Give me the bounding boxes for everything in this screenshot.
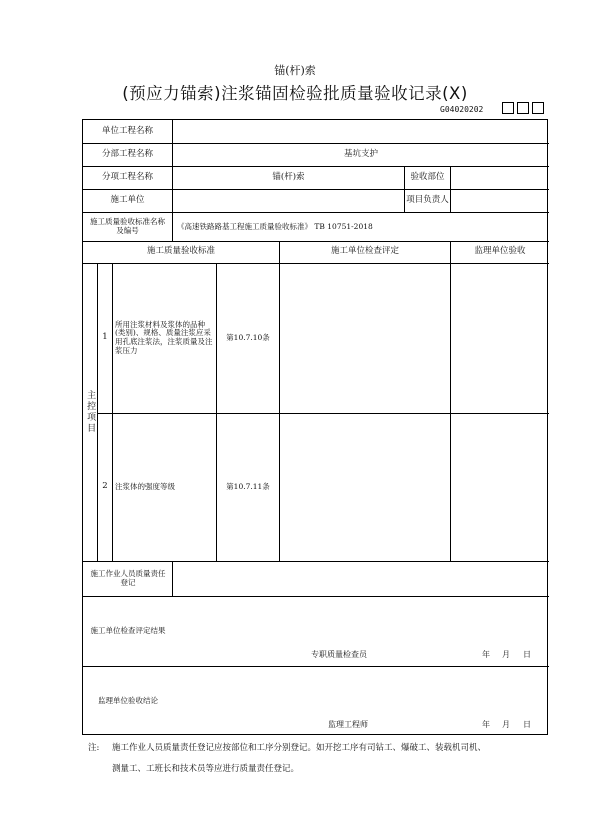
form-title: (预应力锚索)注浆锚固检验批质量验收记录(Ⅹ) <box>122 84 468 103</box>
standard-label: 施工质量验收标准名称及编号 <box>90 217 165 235</box>
note-line-1: 施工作业人员质量责任登记应按部位和工序分别登记。如开挖工序有司钻工、爆破工、装载机司机、 <box>112 743 487 753</box>
item-2-number: 2 <box>102 481 108 492</box>
subitem-label: 分项工程名称 <box>101 171 153 182</box>
header-contractor-check: 施工单位检查评定 <box>330 246 399 257</box>
code-box-2 <box>517 102 529 114</box>
note-label: 注: <box>88 743 100 753</box>
item-2-description: 注浆体的强度等级 <box>115 481 175 491</box>
item-1-clause: 第10.7.10条 <box>226 332 270 342</box>
note-line-2: 测量工、工班长和技术员等应进行质量责任登记。 <box>112 764 300 774</box>
item-1-supervisor-check[interactable] <box>451 263 549 413</box>
header-supervisor-check: 监理单位验收 <box>474 246 526 257</box>
supervisor-date-year: 年 <box>482 720 490 729</box>
pm-label: 项目负责人 <box>406 194 449 205</box>
quality-inspector-label: 专职质量检查员 <box>311 650 367 659</box>
contractor-result-label: 施工单位检查评定结果 <box>90 626 166 636</box>
code-box-3 <box>532 102 544 114</box>
acceptance-part-value[interactable] <box>451 166 549 189</box>
supervisor-date-day: 日 <box>523 720 531 729</box>
supervisor-engineer-label: 监理工程师 <box>328 720 368 729</box>
contractor-date-month: 月 <box>502 650 510 659</box>
worker-registration-label: 施工作业人员质量责任登记 <box>90 569 166 587</box>
contractor-value[interactable] <box>173 189 404 212</box>
item-1-contractor-check[interactable] <box>280 263 450 413</box>
header-standard: 施工质量验收标准 <box>146 246 215 257</box>
main-items-group-label: 主控项目 <box>85 390 96 434</box>
item-2-supervisor-check[interactable] <box>451 413 549 561</box>
acceptance-part-label: 验收部位 <box>410 171 445 182</box>
division-value[interactable]: 基坑支护 <box>343 148 378 159</box>
record-table <box>82 119 548 735</box>
supervisor-conclusion-label: 监理单位验收结论 <box>98 695 158 705</box>
item-1-description: 所用注浆材料及浆体的品种(类别)、规格、质量注浆应采用孔底注浆法，注浆质量及注浆压力 <box>115 319 213 355</box>
supervisor-date-month: 月 <box>502 720 510 729</box>
item-2-contractor-check[interactable] <box>280 413 450 561</box>
contractor-label: 施工单位 <box>110 194 145 205</box>
unit-project-label: 单位工程名称 <box>101 125 153 136</box>
standard-value[interactable]: 《高速铁路路基工程施工质量验收标准》 TB 10751-2018 <box>177 221 373 231</box>
pm-value[interactable] <box>451 189 549 212</box>
item-2-clause: 第10.7.11条 <box>226 481 270 491</box>
form-subtitle: 锚(杆)索 <box>274 64 316 77</box>
unit-project-value[interactable] <box>173 120 549 143</box>
subitem-value[interactable]: 锚(杆)索 <box>272 171 305 182</box>
contractor-date-day: 日 <box>523 650 531 659</box>
contractor-date-year: 年 <box>482 650 490 659</box>
worker-registration-value[interactable] <box>173 562 549 596</box>
code-box-1 <box>502 102 514 114</box>
division-label: 分部工程名称 <box>101 148 153 159</box>
item-1-number: 1 <box>102 332 108 343</box>
form-code: G04020202 <box>440 105 484 114</box>
